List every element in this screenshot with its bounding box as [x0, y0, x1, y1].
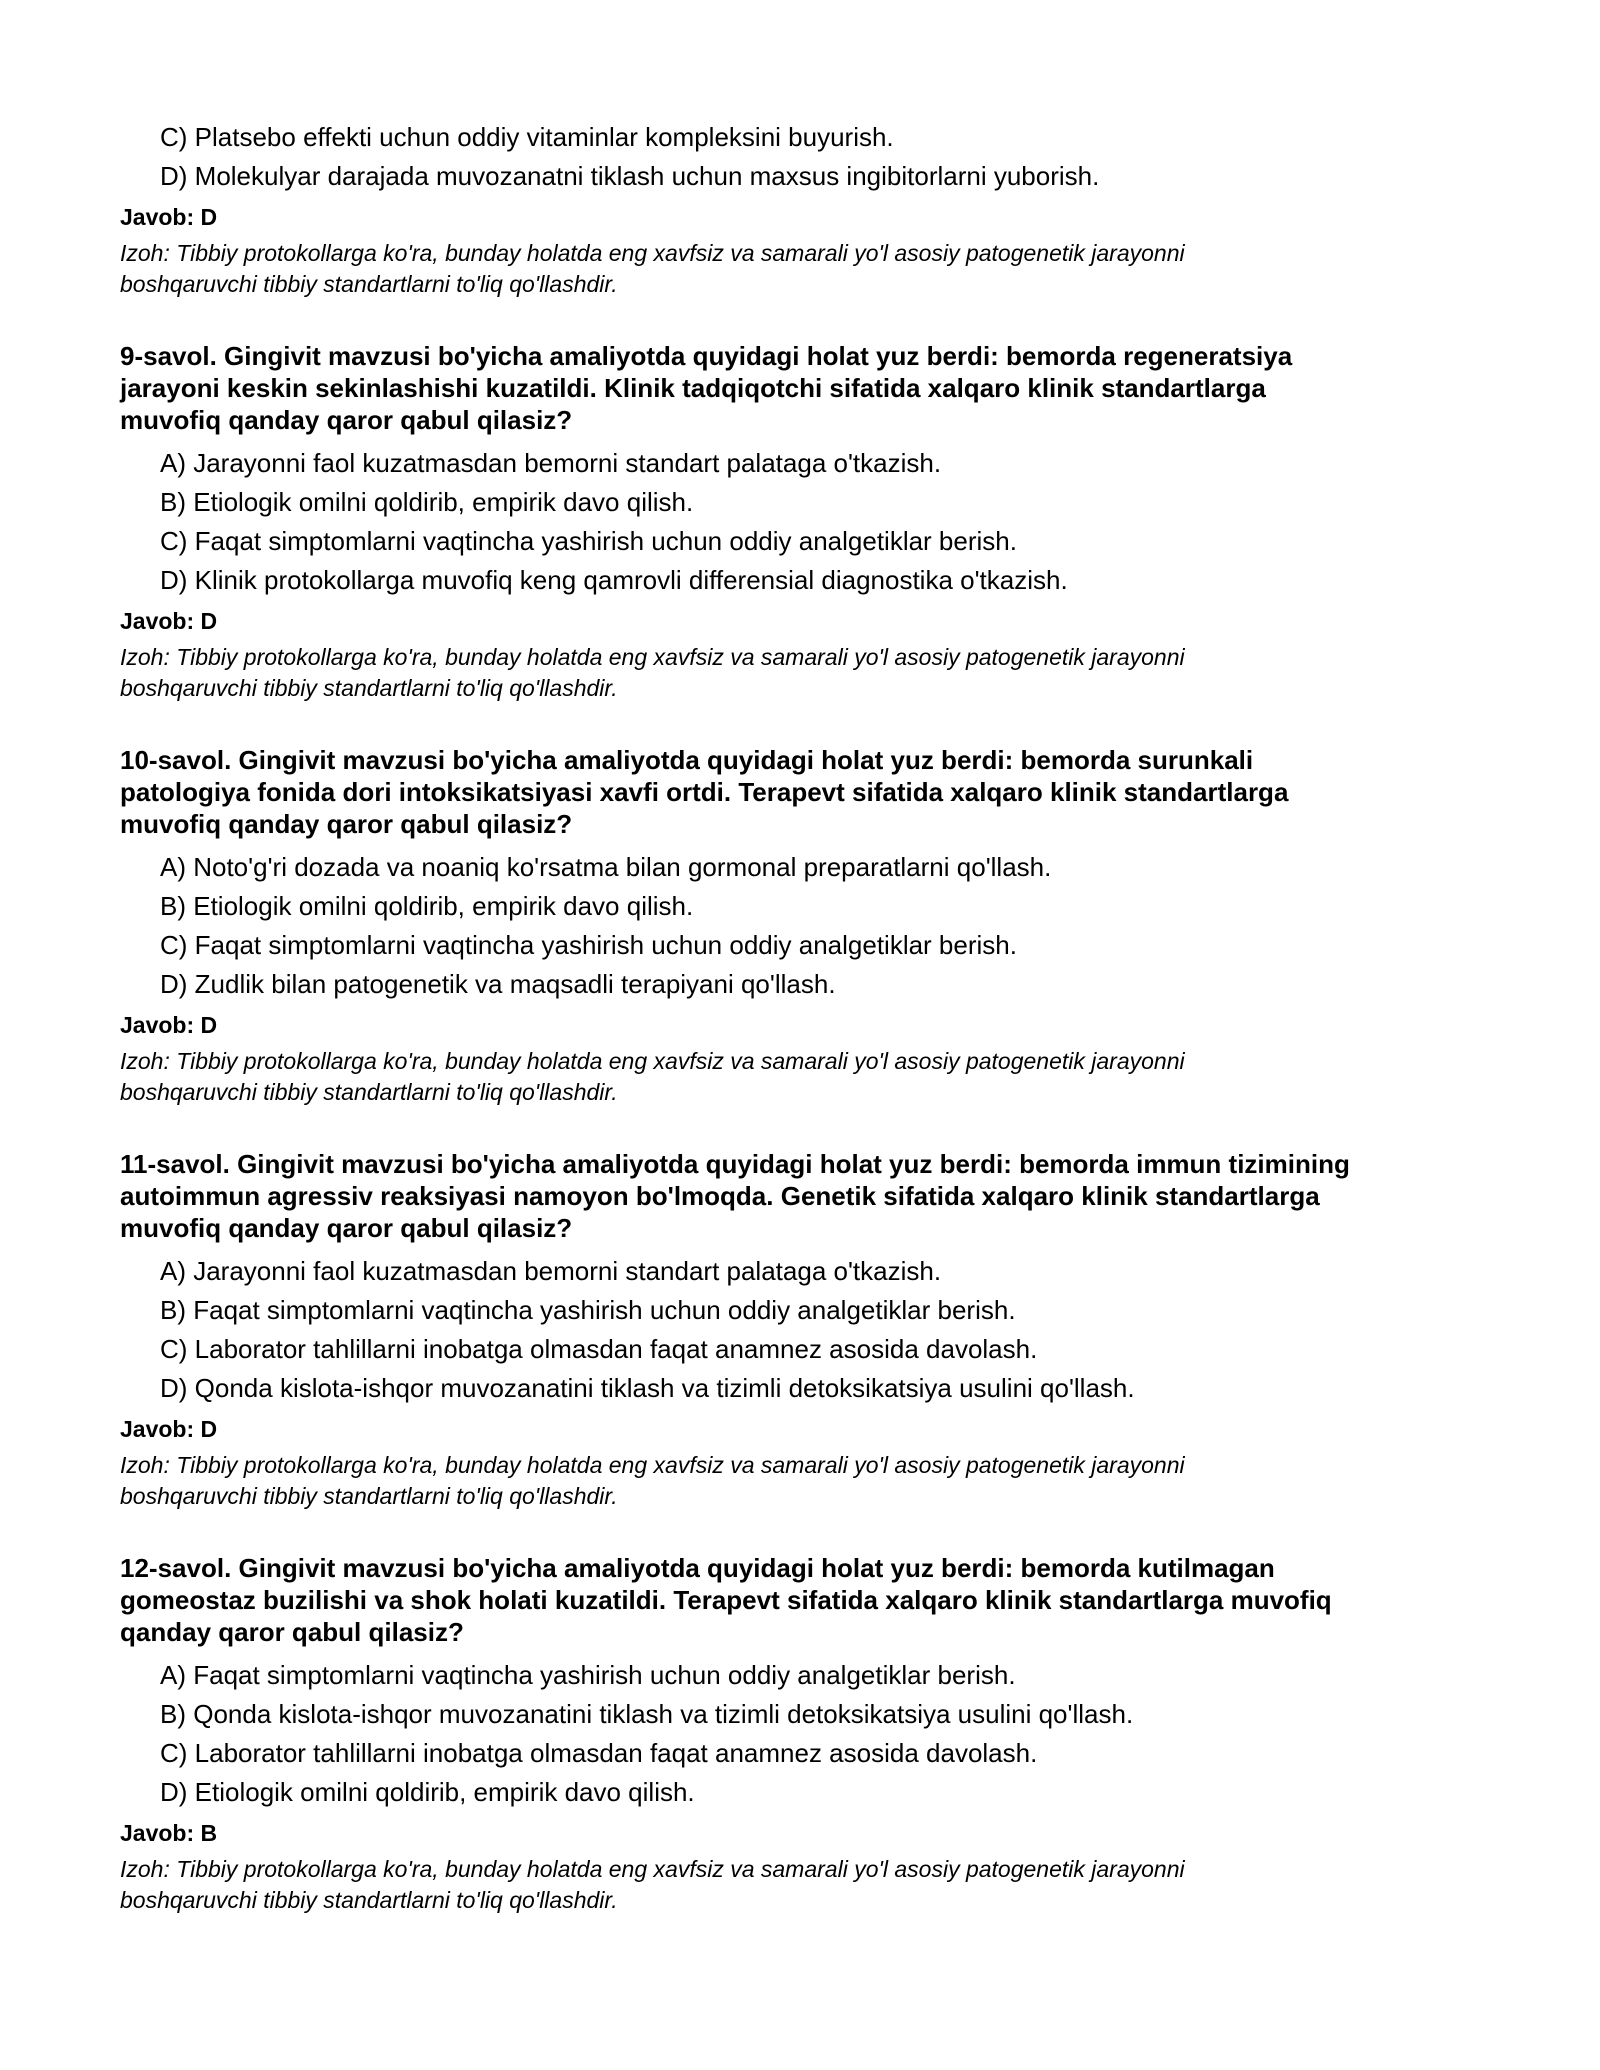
question-title-line: 10-savol. Gingivit mavzusi bo'yicha amaliyotda quyidagi holat yuz berdi: bemorda surunkali — [120, 745, 1254, 775]
option-a: A) Faqat simptomlarni vaqtincha yashirish uchun oddiy analgetiklar berish. — [160, 1660, 1016, 1690]
explanation-line: boshqaruvchi tibbiy standartlarni to'liq qo'llashdir. — [120, 675, 618, 701]
option-d: D) Molekulyar darajada muvozanatni tiklash uchun maxsus ingibitorlarni yuborish. — [160, 161, 1100, 191]
question-title — [120, 744, 1500, 840]
explanation-line: Izoh: Tibbiy protokollarga ko'ra, bunday holatda eng xavfsiz va samarali yo'l asosiy patogenetik jarayonni — [120, 1856, 1185, 1882]
question-title — [120, 340, 1500, 436]
question-10 — [120, 744, 1500, 1108]
option-a: A) Noto'g'ri dozada va noaniq ko'rsatma bilan gormonal preparatlarni qo'llash. — [160, 852, 1052, 882]
explanation-note — [120, 238, 1500, 300]
explanation-line: Izoh: Tibbiy protokollarga ko'ra, bunday holatda eng xavfsiz va samarali yo'l asosiy patogenetik jarayonni — [120, 1452, 1185, 1478]
option-c: C) Laborator tahlillarni inobatga olmasdan faqat anamnez asosida davolash. — [160, 1738, 1038, 1768]
option-d: D) Klinik protokollarga muvofiq keng qamrovli differensial diagnostika o'tkazish. — [160, 565, 1068, 595]
answer-label: Javob: D — [120, 1012, 218, 1038]
question-11 — [120, 1148, 1500, 1512]
answer-label: Javob: D — [120, 1416, 218, 1442]
answer-label: Javob: B — [120, 1820, 218, 1846]
question-title — [120, 1552, 1500, 1648]
answer-label: Javob: D — [120, 608, 218, 634]
question-title — [120, 1148, 1500, 1244]
option-c: C) Laborator tahlillarni inobatga olmasdan faqat anamnez asosida davolash. — [160, 1334, 1038, 1364]
explanation-line: boshqaruvchi tibbiy standartlarni to'liq qo'llashdir. — [120, 1079, 618, 1105]
option-d: D) Zudlik bilan patogenetik va maqsadli terapiyani qo'llash. — [160, 969, 836, 999]
question-title-line: muvofiq qanday qaror qabul qilasiz? — [120, 809, 573, 839]
option-b: B) Etiologik omilni qoldirib, empirik davo qilish. — [160, 487, 694, 517]
option-d: D) Qonda kislota-ishqor muvozanatini tiklash va tizimli detoksikatsiya usulini qo'llash. — [160, 1373, 1135, 1403]
option-d: D) Etiologik omilni qoldirib, empirik davo qilish. — [160, 1777, 695, 1807]
explanation-note — [120, 642, 1500, 704]
question-8-continuation — [120, 118, 1500, 300]
explanation-line: Izoh: Tibbiy protokollarga ko'ra, bunday holatda eng xavfsiz va samarali yo'l asosiy patogenetik jarayonni — [120, 240, 1185, 266]
document-page — [120, 118, 1500, 1916]
answer-label: Javob: D — [120, 204, 218, 230]
option-b: B) Etiologik omilni qoldirib, empirik davo qilish. — [160, 891, 694, 921]
question-title-line: 11-savol. Gingivit mavzusi bo'yicha amaliyotda quyidagi holat yuz berdi: bemorda immun tizimining — [120, 1149, 1350, 1179]
explanation-note — [120, 1046, 1500, 1108]
option-c: C) Faqat simptomlarni vaqtincha yashirish uchun oddiy analgetiklar berish. — [160, 526, 1017, 556]
explanation-line: Izoh: Tibbiy protokollarga ko'ra, bunday holatda eng xavfsiz va samarali yo'l asosiy patogenetik jarayonni — [120, 1048, 1185, 1074]
option-c: C) Faqat simptomlarni vaqtincha yashirish uchun oddiy analgetiklar berish. — [160, 930, 1017, 960]
question-title-line: 12-savol. Gingivit mavzusi bo'yicha amaliyotda quyidagi holat yuz berdi: bemorda kutilmagan — [120, 1553, 1275, 1583]
question-title-line: autoimmun agressiv reaksiyasi namoyon bo'lmoqda. Genetik sifatida xalqaro klinik standartlarga — [120, 1181, 1320, 1211]
question-title-line: muvofiq qanday qaror qabul qilasiz? — [120, 405, 573, 435]
option-c: C) Platsebo effekti uchun oddiy vitaminlar kompleksini buyurish. — [160, 122, 894, 152]
option-a: A) Jarayonni faol kuzatmasdan bemorni standart palataga o'tkazish. — [160, 448, 942, 478]
option-a: A) Jarayonni faol kuzatmasdan bemorni standart palataga o'tkazish. — [160, 1256, 942, 1286]
question-title-line: 9-savol. Gingivit mavzusi bo'yicha amaliyotda quyidagi holat yuz berdi: bemorda regeneratsiya — [120, 341, 1293, 371]
explanation-note — [120, 1450, 1500, 1512]
question-title-line: muvofiq qanday qaror qabul qilasiz? — [120, 1213, 573, 1243]
explanation-note — [120, 1854, 1500, 1916]
explanation-line: boshqaruvchi tibbiy standartlarni to'liq qo'llashdir. — [120, 1483, 618, 1509]
question-title-line: patologiya fonida dori intoksikatsiyasi xavfi ortdi. Terapevt sifatida xalqaro klinik standartlarga — [120, 777, 1289, 807]
question-12 — [120, 1552, 1500, 1916]
explanation-line: boshqaruvchi tibbiy standartlarni to'liq qo'llashdir. — [120, 271, 618, 297]
question-title-line: qanday qaror qabul qilasiz? — [120, 1617, 464, 1647]
option-b: B) Qonda kislota-ishqor muvozanatini tiklash va tizimli detoksikatsiya usulini qo'llash. — [160, 1699, 1134, 1729]
explanation-line: boshqaruvchi tibbiy standartlarni to'liq qo'llashdir. — [120, 1887, 618, 1913]
explanation-line: Izoh: Tibbiy protokollarga ko'ra, bunday holatda eng xavfsiz va samarali yo'l asosiy patogenetik jarayonni — [120, 644, 1185, 670]
question-9 — [120, 340, 1500, 704]
question-title-line: jarayoni keskin sekinlashishi kuzatildi. Klinik tadqiqotchi sifatida xalqaro klinik standartlarga — [120, 373, 1266, 403]
option-b: B) Faqat simptomlarni vaqtincha yashirish uchun oddiy analgetiklar berish. — [160, 1295, 1016, 1325]
question-title-line: gomeostaz buzilishi va shok holati kuzatildi. Terapevt sifatida xalqaro klinik standartlarga muvofiq — [120, 1585, 1332, 1615]
